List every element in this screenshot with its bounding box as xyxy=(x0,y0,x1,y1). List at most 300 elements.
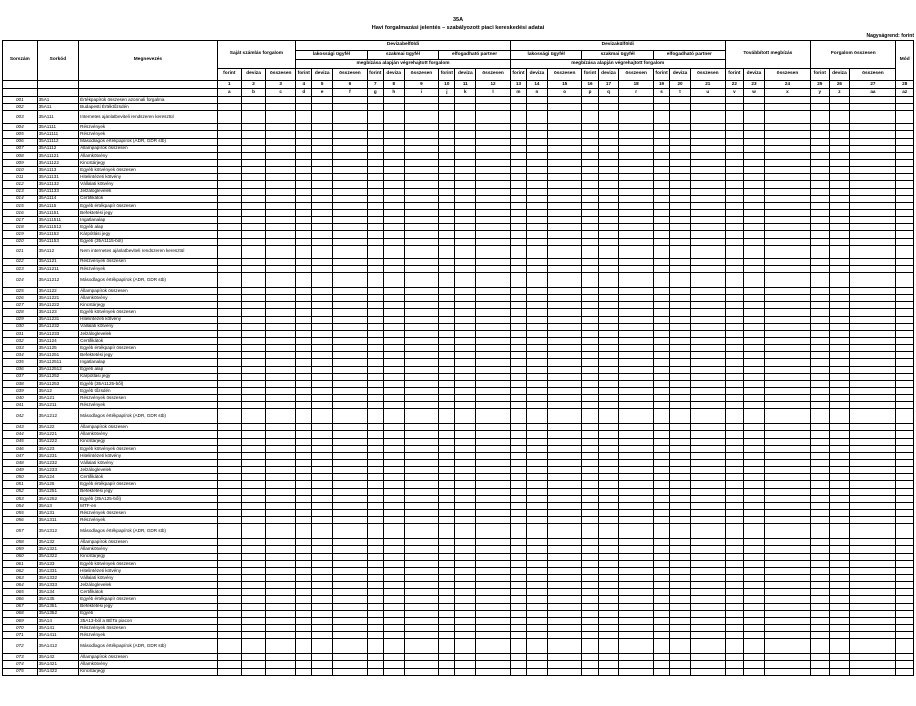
data-cell[interactable] xyxy=(510,373,526,380)
data-cell[interactable] xyxy=(547,424,582,431)
data-cell[interactable] xyxy=(296,167,312,174)
data-cell[interactable] xyxy=(690,617,725,624)
data-cell[interactable] xyxy=(367,474,383,481)
data-cell[interactable] xyxy=(896,603,914,610)
data-cell[interactable] xyxy=(582,330,598,337)
data-cell[interactable] xyxy=(744,617,765,624)
data-cell[interactable] xyxy=(241,488,265,495)
data-cell[interactable] xyxy=(811,553,829,560)
data-cell[interactable] xyxy=(367,560,383,567)
data-cell[interactable] xyxy=(582,97,598,104)
data-cell[interactable] xyxy=(811,409,829,424)
data-cell[interactable] xyxy=(670,438,691,445)
data-cell[interactable] xyxy=(439,124,455,131)
data-cell[interactable] xyxy=(266,539,296,546)
data-cell[interactable] xyxy=(725,231,743,238)
data-cell[interactable] xyxy=(653,596,669,603)
data-cell[interactable] xyxy=(383,596,404,603)
data-cell[interactable] xyxy=(619,495,654,502)
data-cell[interactable] xyxy=(896,610,914,617)
data-cell[interactable] xyxy=(670,661,691,668)
data-cell[interactable] xyxy=(241,330,265,337)
data-cell[interactable] xyxy=(217,138,241,145)
data-cell[interactable] xyxy=(241,380,265,387)
data-cell[interactable] xyxy=(510,152,526,159)
data-cell[interactable] xyxy=(619,553,654,560)
data-cell[interactable] xyxy=(312,104,333,111)
data-cell[interactable] xyxy=(241,195,265,202)
data-cell[interactable] xyxy=(547,272,582,287)
data-cell[interactable] xyxy=(312,272,333,287)
data-cell[interactable] xyxy=(598,380,619,387)
data-cell[interactable] xyxy=(476,546,511,553)
data-cell[interactable] xyxy=(547,209,582,216)
data-cell[interactable] xyxy=(619,245,654,258)
data-cell[interactable] xyxy=(404,625,439,632)
data-cell[interactable] xyxy=(547,510,582,517)
data-cell[interactable] xyxy=(296,661,312,668)
data-cell[interactable] xyxy=(811,617,829,624)
data-cell[interactable] xyxy=(811,502,829,509)
data-cell[interactable] xyxy=(241,632,265,639)
data-cell[interactable] xyxy=(619,330,654,337)
data-cell[interactable] xyxy=(333,596,368,603)
data-cell[interactable] xyxy=(455,431,476,438)
data-cell[interactable] xyxy=(476,352,511,359)
data-cell[interactable] xyxy=(764,546,810,553)
data-cell[interactable] xyxy=(547,445,582,452)
data-cell[interactable] xyxy=(653,345,669,352)
data-cell[interactable] xyxy=(850,373,896,380)
data-cell[interactable] xyxy=(744,104,765,111)
data-cell[interactable] xyxy=(333,152,368,159)
data-cell[interactable] xyxy=(725,387,743,394)
data-cell[interactable] xyxy=(619,445,654,452)
data-cell[interactable] xyxy=(333,366,368,373)
data-cell[interactable] xyxy=(312,152,333,159)
data-cell[interactable] xyxy=(404,661,439,668)
data-cell[interactable] xyxy=(896,188,914,195)
data-cell[interactable] xyxy=(690,460,725,467)
data-cell[interactable] xyxy=(764,131,810,138)
data-cell[interactable] xyxy=(404,337,439,344)
data-cell[interactable] xyxy=(653,265,669,272)
data-cell[interactable] xyxy=(527,668,548,675)
data-cell[interactable] xyxy=(312,287,333,294)
data-cell[interactable] xyxy=(510,589,526,596)
data-cell[interactable] xyxy=(619,111,654,124)
data-cell[interactable] xyxy=(312,438,333,445)
data-cell[interactable] xyxy=(333,352,368,359)
data-cell[interactable] xyxy=(333,174,368,181)
data-cell[interactable] xyxy=(764,474,810,481)
data-cell[interactable] xyxy=(896,596,914,603)
data-cell[interactable] xyxy=(829,582,850,589)
data-cell[interactable] xyxy=(582,567,598,574)
data-cell[interactable] xyxy=(241,402,265,409)
data-cell[interactable] xyxy=(476,445,511,452)
data-cell[interactable] xyxy=(725,596,743,603)
data-cell[interactable] xyxy=(527,467,548,474)
data-cell[interactable] xyxy=(333,424,368,431)
data-cell[interactable] xyxy=(510,654,526,661)
data-cell[interactable] xyxy=(619,309,654,316)
data-cell[interactable] xyxy=(312,510,333,517)
data-cell[interactable] xyxy=(383,553,404,560)
data-cell[interactable] xyxy=(547,124,582,131)
data-cell[interactable] xyxy=(476,224,511,231)
data-cell[interactable] xyxy=(296,445,312,452)
data-cell[interactable] xyxy=(670,387,691,394)
data-cell[interactable] xyxy=(829,460,850,467)
data-cell[interactable] xyxy=(312,302,333,309)
data-cell[interactable] xyxy=(896,409,914,424)
data-cell[interactable] xyxy=(653,553,669,560)
data-cell[interactable] xyxy=(811,345,829,352)
data-cell[interactable] xyxy=(455,272,476,287)
data-cell[interactable] xyxy=(598,167,619,174)
data-cell[interactable] xyxy=(653,167,669,174)
data-cell[interactable] xyxy=(476,195,511,202)
data-cell[interactable] xyxy=(582,387,598,394)
data-cell[interactable] xyxy=(653,460,669,467)
data-cell[interactable] xyxy=(811,596,829,603)
data-cell[interactable] xyxy=(547,438,582,445)
data-cell[interactable] xyxy=(850,258,896,265)
data-cell[interactable] xyxy=(266,409,296,424)
data-cell[interactable] xyxy=(455,231,476,238)
data-cell[interactable] xyxy=(850,287,896,294)
data-cell[interactable] xyxy=(670,467,691,474)
data-cell[interactable] xyxy=(829,589,850,596)
data-cell[interactable] xyxy=(896,560,914,567)
data-cell[interactable] xyxy=(619,395,654,402)
data-cell[interactable] xyxy=(619,167,654,174)
data-cell[interactable] xyxy=(367,224,383,231)
data-cell[interactable] xyxy=(383,145,404,152)
data-cell[interactable] xyxy=(690,632,725,639)
data-cell[interactable] xyxy=(296,138,312,145)
data-cell[interactable] xyxy=(619,258,654,265)
data-cell[interactable] xyxy=(670,639,691,654)
data-cell[interactable] xyxy=(619,302,654,309)
data-cell[interactable] xyxy=(582,610,598,617)
data-cell[interactable] xyxy=(510,409,526,424)
data-cell[interactable] xyxy=(296,596,312,603)
data-cell[interactable] xyxy=(547,167,582,174)
data-cell[interactable] xyxy=(241,188,265,195)
data-cell[interactable] xyxy=(619,316,654,323)
data-cell[interactable] xyxy=(690,575,725,582)
data-cell[interactable] xyxy=(296,124,312,131)
data-cell[interactable] xyxy=(619,617,654,624)
data-cell[interactable] xyxy=(896,654,914,661)
data-cell[interactable] xyxy=(383,188,404,195)
data-cell[interactable] xyxy=(619,474,654,481)
data-cell[interactable] xyxy=(527,131,548,138)
data-cell[interactable] xyxy=(217,625,241,632)
data-cell[interactable] xyxy=(690,309,725,316)
data-cell[interactable] xyxy=(439,238,455,245)
data-cell[interactable] xyxy=(333,575,368,582)
data-cell[interactable] xyxy=(266,589,296,596)
data-cell[interactable] xyxy=(619,138,654,145)
data-cell[interactable] xyxy=(241,316,265,323)
data-cell[interactable] xyxy=(241,596,265,603)
data-cell[interactable] xyxy=(598,639,619,654)
data-cell[interactable] xyxy=(896,639,914,654)
data-cell[interactable] xyxy=(241,495,265,502)
data-cell[interactable] xyxy=(582,625,598,632)
data-cell[interactable] xyxy=(404,438,439,445)
data-cell[interactable] xyxy=(241,359,265,366)
data-cell[interactable] xyxy=(619,589,654,596)
data-cell[interactable] xyxy=(619,654,654,661)
data-cell[interactable] xyxy=(476,380,511,387)
data-cell[interactable] xyxy=(744,632,765,639)
data-cell[interactable] xyxy=(439,111,455,124)
data-cell[interactable] xyxy=(896,302,914,309)
data-cell[interactable] xyxy=(455,387,476,394)
data-cell[interactable] xyxy=(744,502,765,509)
data-cell[interactable] xyxy=(439,395,455,402)
data-cell[interactable] xyxy=(383,217,404,224)
data-cell[interactable] xyxy=(439,302,455,309)
data-cell[interactable] xyxy=(653,495,669,502)
data-cell[interactable] xyxy=(217,546,241,553)
data-cell[interactable] xyxy=(896,424,914,431)
data-cell[interactable] xyxy=(547,188,582,195)
data-cell[interactable] xyxy=(764,424,810,431)
data-cell[interactable] xyxy=(266,668,296,675)
data-cell[interactable] xyxy=(383,481,404,488)
data-cell[interactable] xyxy=(266,424,296,431)
data-cell[interactable] xyxy=(510,181,526,188)
data-cell[interactable] xyxy=(383,639,404,654)
data-cell[interactable] xyxy=(764,124,810,131)
data-cell[interactable] xyxy=(744,654,765,661)
data-cell[interactable] xyxy=(333,97,368,104)
data-cell[interactable] xyxy=(725,625,743,632)
data-cell[interactable] xyxy=(296,617,312,624)
data-cell[interactable] xyxy=(764,567,810,574)
data-cell[interactable] xyxy=(367,610,383,617)
data-cell[interactable] xyxy=(896,138,914,145)
data-cell[interactable] xyxy=(744,131,765,138)
data-cell[interactable] xyxy=(439,582,455,589)
data-cell[interactable] xyxy=(455,639,476,654)
data-cell[interactable] xyxy=(850,97,896,104)
data-cell[interactable] xyxy=(383,661,404,668)
data-cell[interactable] xyxy=(744,460,765,467)
data-cell[interactable] xyxy=(690,337,725,344)
data-cell[interactable] xyxy=(312,181,333,188)
data-cell[interactable] xyxy=(296,152,312,159)
data-cell[interactable] xyxy=(296,402,312,409)
data-cell[interactable] xyxy=(598,661,619,668)
data-cell[interactable] xyxy=(404,238,439,245)
data-cell[interactable] xyxy=(333,258,368,265)
data-cell[interactable] xyxy=(653,238,669,245)
data-cell[interactable] xyxy=(850,517,896,524)
data-cell[interactable] xyxy=(510,546,526,553)
data-cell[interactable] xyxy=(598,287,619,294)
data-cell[interactable] xyxy=(582,345,598,352)
data-cell[interactable] xyxy=(266,560,296,567)
data-cell[interactable] xyxy=(296,380,312,387)
data-cell[interactable] xyxy=(725,202,743,209)
data-cell[interactable] xyxy=(764,231,810,238)
data-cell[interactable] xyxy=(217,316,241,323)
data-cell[interactable] xyxy=(527,387,548,394)
data-cell[interactable] xyxy=(383,510,404,517)
data-cell[interactable] xyxy=(527,438,548,445)
data-cell[interactable] xyxy=(725,373,743,380)
data-cell[interactable] xyxy=(619,438,654,445)
data-cell[interactable] xyxy=(404,159,439,166)
data-cell[interactable] xyxy=(266,209,296,216)
data-cell[interactable] xyxy=(404,145,439,152)
data-cell[interactable] xyxy=(653,124,669,131)
data-cell[interactable] xyxy=(367,589,383,596)
data-cell[interactable] xyxy=(296,438,312,445)
data-cell[interactable] xyxy=(510,402,526,409)
data-cell[interactable] xyxy=(811,510,829,517)
data-cell[interactable] xyxy=(653,366,669,373)
data-cell[interactable] xyxy=(367,438,383,445)
data-cell[interactable] xyxy=(439,474,455,481)
data-cell[interactable] xyxy=(811,159,829,166)
data-cell[interactable] xyxy=(598,309,619,316)
data-cell[interactable] xyxy=(850,610,896,617)
data-cell[interactable] xyxy=(896,258,914,265)
data-cell[interactable] xyxy=(333,589,368,596)
data-cell[interactable] xyxy=(455,174,476,181)
data-cell[interactable] xyxy=(653,258,669,265)
data-cell[interactable] xyxy=(404,209,439,216)
data-cell[interactable] xyxy=(619,488,654,495)
data-cell[interactable] xyxy=(383,467,404,474)
data-cell[interactable] xyxy=(764,265,810,272)
data-cell[interactable] xyxy=(217,502,241,509)
data-cell[interactable] xyxy=(296,575,312,582)
data-cell[interactable] xyxy=(217,445,241,452)
data-cell[interactable] xyxy=(296,265,312,272)
data-cell[interactable] xyxy=(598,460,619,467)
data-cell[interactable] xyxy=(476,402,511,409)
data-cell[interactable] xyxy=(829,167,850,174)
data-cell[interactable] xyxy=(850,539,896,546)
data-cell[interactable] xyxy=(333,309,368,316)
data-cell[interactable] xyxy=(725,575,743,582)
data-cell[interactable] xyxy=(896,431,914,438)
data-cell[interactable] xyxy=(476,617,511,624)
data-cell[interactable] xyxy=(333,302,368,309)
data-cell[interactable] xyxy=(725,460,743,467)
data-cell[interactable] xyxy=(455,97,476,104)
data-cell[interactable] xyxy=(744,159,765,166)
data-cell[interactable] xyxy=(527,654,548,661)
data-cell[interactable] xyxy=(670,295,691,302)
data-cell[interactable] xyxy=(367,524,383,539)
data-cell[interactable] xyxy=(547,387,582,394)
data-cell[interactable] xyxy=(241,245,265,258)
data-cell[interactable] xyxy=(383,575,404,582)
data-cell[interactable] xyxy=(383,209,404,216)
data-cell[interactable] xyxy=(455,589,476,596)
data-cell[interactable] xyxy=(582,474,598,481)
data-cell[interactable] xyxy=(582,460,598,467)
data-cell[interactable] xyxy=(670,217,691,224)
data-cell[interactable] xyxy=(547,224,582,231)
data-cell[interactable] xyxy=(266,654,296,661)
data-cell[interactable] xyxy=(312,567,333,574)
data-cell[interactable] xyxy=(764,495,810,502)
data-cell[interactable] xyxy=(829,510,850,517)
data-cell[interactable] xyxy=(510,481,526,488)
data-cell[interactable] xyxy=(582,395,598,402)
data-cell[interactable] xyxy=(312,596,333,603)
data-cell[interactable] xyxy=(312,167,333,174)
data-cell[interactable] xyxy=(217,337,241,344)
data-cell[interactable] xyxy=(653,539,669,546)
data-cell[interactable] xyxy=(598,245,619,258)
data-cell[interactable] xyxy=(598,539,619,546)
data-cell[interactable] xyxy=(333,617,368,624)
data-cell[interactable] xyxy=(455,539,476,546)
data-cell[interactable] xyxy=(670,152,691,159)
data-cell[interactable] xyxy=(404,395,439,402)
data-cell[interactable] xyxy=(829,152,850,159)
data-cell[interactable] xyxy=(296,539,312,546)
data-cell[interactable] xyxy=(896,668,914,675)
data-cell[interactable] xyxy=(333,625,368,632)
data-cell[interactable] xyxy=(653,380,669,387)
data-cell[interactable] xyxy=(510,258,526,265)
data-cell[interactable] xyxy=(670,181,691,188)
data-cell[interactable] xyxy=(312,424,333,431)
data-cell[interactable] xyxy=(764,502,810,509)
data-cell[interactable] xyxy=(476,596,511,603)
data-cell[interactable] xyxy=(670,359,691,366)
data-cell[interactable] xyxy=(764,352,810,359)
data-cell[interactable] xyxy=(296,517,312,524)
data-cell[interactable] xyxy=(439,575,455,582)
data-cell[interactable] xyxy=(527,302,548,309)
data-cell[interactable] xyxy=(266,97,296,104)
data-cell[interactable] xyxy=(619,510,654,517)
data-cell[interactable] xyxy=(296,181,312,188)
data-cell[interactable] xyxy=(764,654,810,661)
data-cell[interactable] xyxy=(598,409,619,424)
data-cell[interactable] xyxy=(619,502,654,509)
data-cell[interactable] xyxy=(690,295,725,302)
data-cell[interactable] xyxy=(367,596,383,603)
data-cell[interactable] xyxy=(811,424,829,431)
data-cell[interactable] xyxy=(312,524,333,539)
data-cell[interactable] xyxy=(829,302,850,309)
data-cell[interactable] xyxy=(670,352,691,359)
data-cell[interactable] xyxy=(896,287,914,294)
data-cell[interactable] xyxy=(598,424,619,431)
data-cell[interactable] xyxy=(367,131,383,138)
data-cell[interactable] xyxy=(296,431,312,438)
data-cell[interactable] xyxy=(333,217,368,224)
data-cell[interactable] xyxy=(896,387,914,394)
data-cell[interactable] xyxy=(547,625,582,632)
data-cell[interactable] xyxy=(811,467,829,474)
data-cell[interactable] xyxy=(764,467,810,474)
